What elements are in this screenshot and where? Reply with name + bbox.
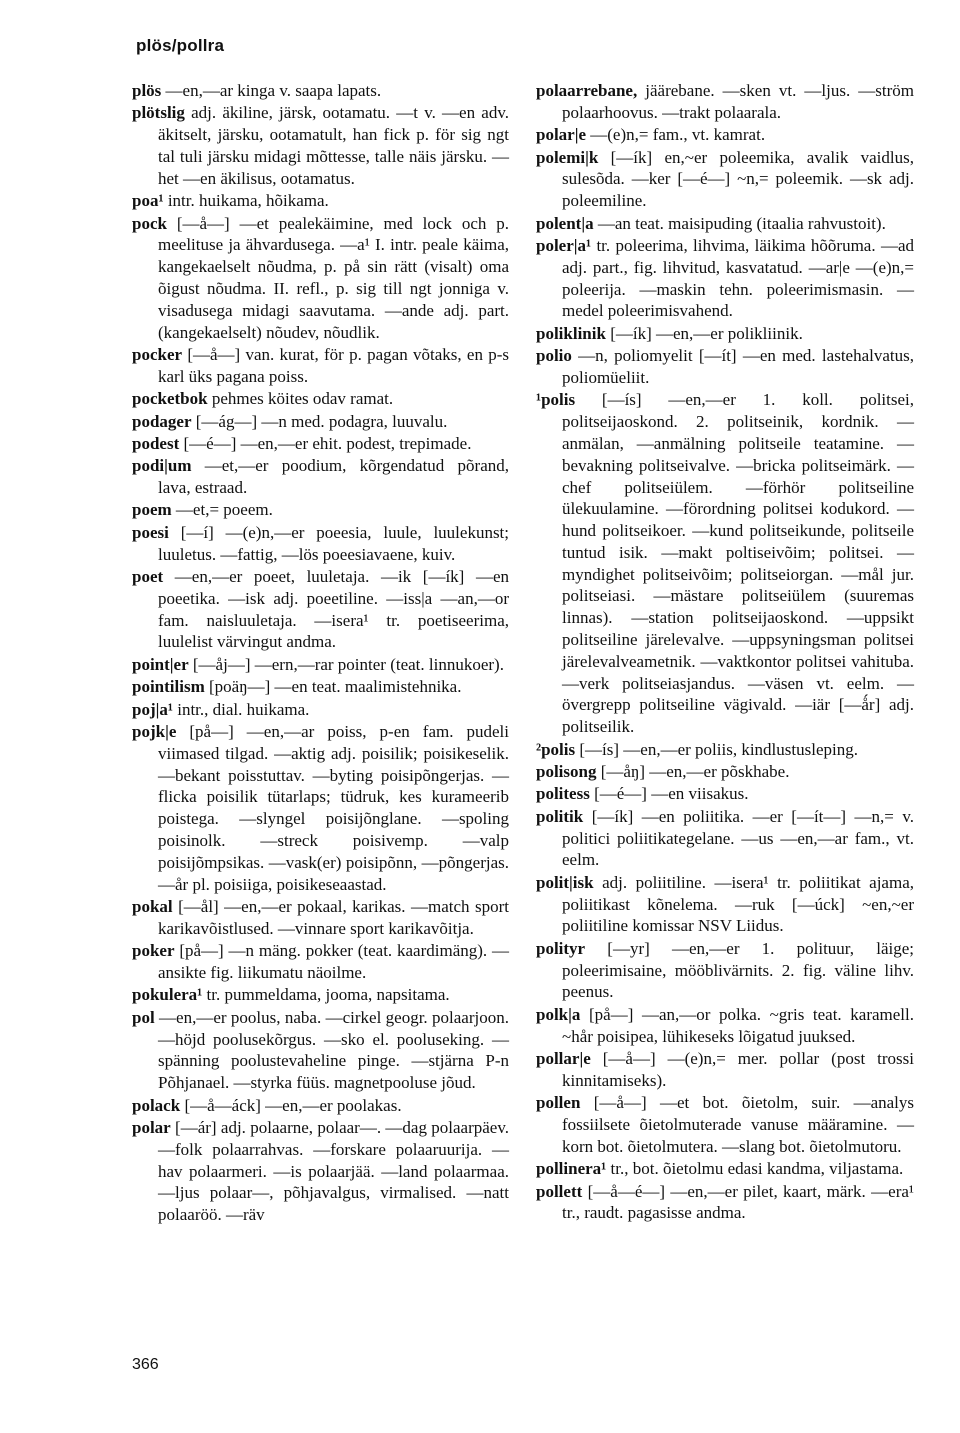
dictionary-entry: podest [—é—] —en,—er ehit. podest, trepimade. bbox=[132, 433, 472, 453]
dictionary-entry: polit|isk adj. poliitiline. —isera¹ tr. poliitikat ajama, poliitikast kõnelema. —ruk [—úck] ~en,~er poliitiline komissar NSV Liidus. bbox=[536, 872, 914, 936]
headword: ²polis bbox=[536, 739, 576, 759]
headword: polent|a bbox=[536, 213, 594, 233]
headword: poesi bbox=[132, 522, 169, 542]
dictionary-entry: point|er [—åj—] —ern,—rar pointer (teat. linnukoer). bbox=[132, 654, 504, 674]
dictionary-entry: pokal [—ål] —en,—er pokaal, karikas. —match sport karikavõistlused. —vinnare sport karikavõitja. bbox=[132, 896, 509, 938]
dictionary-entry: poesi [—í] —(e)n,—er poeesia, luule, luulekunst; luuletus. —fattig, —lös poeesiavaene, kuiv. bbox=[132, 522, 509, 564]
headword: pock bbox=[132, 213, 167, 233]
dictionary-entry: pock [—å—] —et pealekäimine, med lock och p. meelituse ja ähvardusega. —a¹ I. intr. peale käima, kangekaelselt nõudma, p. på sin rätt (visalt) oma õigust nõudma. II. refl., p. sig till ngt jonniga v. visadusega midagi saavutama. —ande adj. part. (kangekaelselt) nõudev, nõudlik. bbox=[132, 213, 509, 342]
headword: plös bbox=[132, 81, 162, 100]
dictionary-entry: polk|a [på—] —an,—or polka. ~gris teat. karamell. ~hår poisipea, lühikeseks lõigatud juuksed. bbox=[536, 1004, 914, 1046]
dictionary-entry: pollinera¹ tr., bot. õietolmu edasi kandma, viljastama. bbox=[536, 1159, 904, 1179]
headword: poker bbox=[132, 941, 175, 961]
headword: polit|isk bbox=[536, 872, 594, 892]
headword: polityr bbox=[536, 938, 586, 958]
dictionary-entry: ¹polis [—ís] —en,—er 1. koll. politsei, politseijaoskond. 2. politseinik, kordnik. —anmälan, —anmälning politseile teatamine. —bevakning politseivalve. —bricka politseimärk. —chef politseiülem. —förhör politseiline ülekuulamine. —förordning politsei kodukord. —hund politseikoer. —kund politseikunde, politseile tuntud isik. —makt poltiseivõim; politsei. —myndighet politseivõim; politseiorgan. —mål jur. politseiasi. —mästare politseiülem (suuremas linnas). —station politseijaoskond. —uppsikt politseiline järelevalve. —uppsyningsman politsei järelevalveametnik. —vaktkontor politsei vahituba. —verk politseiasjandus. —väsen vt. eelm. —övergrepp politseiline vägivald. —iär [—ǻr] adj. politseilik. bbox=[536, 390, 914, 737]
dictionary-entry: poker [på—] —n mäng. pokker (teat. kaardimäng). —ansikte fig. liikumatu näoilme. bbox=[132, 941, 509, 982]
headword: pokal bbox=[132, 896, 173, 916]
dictionary-entry: poler|a¹ tr. poleerima, lihvima, läikima hõõruma. —ad adj. part., fig. lihvitud, kasvatatud. —ar|e —(e)n,= poleerija. —maskin tehn. poleerimismasin. —medel poleerimisvahend. bbox=[536, 235, 914, 321]
dictionary-entry: pojk|e [på—] —en,—ar poiss, p-en fam. pudeli viimased tilgad. —aktig adj. poisilik; poisikeselik. —bekant poisstuttav. —byting poisipõngerjas. —flicka poisilik tütarlaps; tüdruk, kes kurameerib poistega. —slyngel poisijõnglane. —spoling poisinolk. —streck poisivemp. —valp poisijõmpsikas. —vask(er) poisipõnn, —põngerjas. —år pl. poisiiga, poisikeseaastad. bbox=[132, 722, 509, 894]
headword: pollar|e bbox=[536, 1048, 591, 1068]
headword: podest bbox=[132, 433, 180, 453]
headword: poem bbox=[132, 500, 172, 520]
dictionary-entry: pollar|e [—å—] —(e)n,= mer. pollar (post trossi kinnitamiseks). bbox=[536, 1048, 914, 1090]
headword: podager bbox=[132, 411, 192, 431]
headword: pokulera¹ bbox=[132, 985, 203, 1005]
running-head: plös/pollra bbox=[136, 36, 225, 55]
dictionary-entry: podager [—ág—] —n med. podagra, luuvalu. bbox=[132, 411, 448, 431]
dictionary-entry: pollett [—å—é—] —en,—er pilet, kaart, märk. —era¹ tr., raudt. pagasisse andma. bbox=[536, 1181, 914, 1223]
headword: pojk|e bbox=[132, 722, 177, 742]
headword: polar bbox=[132, 1117, 171, 1137]
page-number: 366 bbox=[132, 1356, 159, 1373]
dictionary-entry: polaarrebane, jäärebane. —sken vt. —ljus. —ström polaarhoovus. —trakt polaarala. bbox=[536, 81, 914, 122]
dictionary-entry: poj|a¹ intr., dial. huikama. bbox=[132, 699, 310, 719]
headword: pocker bbox=[132, 344, 183, 364]
dictionary-entry: poet —en,—er poeet, luuletaja. —ik [—ík] —en poeetika. —isk adj. poeetiline. —iss|a —an,—or fam. naisluuletaja. —isera¹ tr. poetiseerima, luulelist värvingut andma. bbox=[132, 567, 509, 652]
headword: polaarrebane, bbox=[536, 81, 638, 100]
headword: polar|e bbox=[536, 125, 587, 145]
headword: poliklinik bbox=[536, 323, 606, 343]
headword: podi|um bbox=[132, 456, 192, 476]
headword: pol bbox=[132, 1007, 155, 1027]
dictionary-entry: ²polis [—ís] —en,—er poliis, kindlustusleping. bbox=[536, 739, 858, 759]
left-column bbox=[132, 80, 509, 1227]
headword: plötslig bbox=[132, 103, 185, 123]
headword: politess bbox=[536, 784, 590, 804]
dictionary-entry: polityr [—yr] —en,—er 1. polituur, läige; poleerimisaine, mööblivärnits. 2. fig. väline lihv. peenus. bbox=[536, 938, 914, 1002]
headword: polemi|k bbox=[536, 147, 599, 167]
dictionary-entry: poem —et,= poeem. bbox=[132, 500, 273, 520]
dictionary-entry: pokulera¹ tr. pummeldama, jooma, napsitama. bbox=[132, 985, 450, 1005]
dictionary-entry: politik [—ík] —en poliitika. —er [—ít—] —n,= v. politici poliitikategelane. —us —en,—ar fam., vt. eelm. bbox=[536, 806, 914, 870]
dictionary-entry: plös —en,—ar kinga v. saapa lapats. bbox=[132, 81, 382, 100]
headword: poet bbox=[132, 567, 164, 587]
headword: pollen bbox=[536, 1093, 581, 1113]
dictionary-entry: podi|um —et,—er poodium, kõrgendatud põrand, lava, estraad. bbox=[132, 456, 509, 498]
right-column bbox=[536, 80, 914, 1225]
dictionary-entry: polent|a —an teat. maisipuding (itaalia rahvustoit). bbox=[536, 213, 886, 233]
headword: politik bbox=[536, 806, 584, 826]
headword: poler|a¹ bbox=[536, 235, 592, 255]
dictionary-entry: polisong [—åŋ] —en,—er põskhabe. bbox=[536, 762, 790, 782]
dictionary-entry: polemi|k [—ík] en,~er poleemika, avalik vaidlus, sulesõda. —ker [—é—] ~n,= poleemik. —sk adj. poleemiline. bbox=[536, 147, 914, 211]
dictionary-entry: pol —en,—er poolus, naba. —cirkel geogr. polaarjoon. —höjd poolusekõrgus. —sko el. pooluseking. —spänning poolustevaheline pinge. —stjärna P-n Põhjanael. —styrka füüs. magnetpooluse jõud. bbox=[132, 1007, 509, 1093]
dictionary-entry: pointilism [poäŋ—] —en teat. maalimistehnika. bbox=[132, 677, 462, 697]
dictionary-entry: poliklinik [—ík] —en,—er polikliinik. bbox=[536, 323, 803, 343]
dictionary-entry: poa¹ intr. huikama, hõikama. bbox=[132, 191, 329, 211]
dictionary-entry: pocker [—å—] van. kurat, för p. pagan võtaks, en p-s karl üks pagana poiss. bbox=[132, 344, 509, 386]
headword: poj|a¹ bbox=[132, 699, 173, 719]
headword: point|er bbox=[132, 654, 189, 674]
dictionary-entry: polar [—ár] adj. polaarne, polaar—. —dag polaarpäev. —folk polaarrahvas. —forskare polaaruurija. —hav polaarmeri. —is polaarjää. —land polaarmaa. —ljus polaar—, põhjavalgus, virmalised. —natt polaaröö. —räv bbox=[132, 1117, 509, 1225]
headword: pocketbok bbox=[132, 389, 208, 409]
dictionary-entry: politess [—é—] —en viisakus. bbox=[536, 784, 749, 804]
dictionary-entry: pollen [—å—] —et bot. õietolm, suir. —analys fossiilsete õietolmuterade vanuse määramine. —korn bot. õietolmutera. —slang bot. õietolmutoru. bbox=[536, 1093, 914, 1156]
headword: pollett bbox=[536, 1181, 583, 1201]
headword: pollinera¹ bbox=[536, 1159, 607, 1179]
headword: polio bbox=[536, 346, 572, 366]
dictionary-entry: polio —n, poliomyelit [—ít] —en med. lastehalvatus, poliomüeliit. bbox=[536, 346, 914, 387]
headword: ¹polis bbox=[536, 390, 576, 410]
headword: polack bbox=[132, 1095, 181, 1115]
dictionary-entry: pocketbok pehmes köites odav ramat. bbox=[132, 389, 394, 409]
headword: poa¹ bbox=[132, 191, 164, 211]
dictionary-entry: polar|e —(e)n,= fam., vt. kamrat. bbox=[536, 125, 766, 145]
dictionary-entry: plötslig adj. äkiline, järsk, ootamatu. —t v. —en adv. äkitselt, järsku, ootamatult, han fick p. för sig ngt tal tuli järsku midagi mõttesse, talle näis järsku. —het —en äkilisus, ootamatus. bbox=[132, 103, 509, 188]
headword: polisong bbox=[536, 762, 597, 782]
headword: polk|a bbox=[536, 1004, 581, 1024]
dictionary-entry: polack [—å—áck] —en,—er poolakas. bbox=[132, 1095, 402, 1115]
headword: pointilism bbox=[132, 677, 205, 697]
